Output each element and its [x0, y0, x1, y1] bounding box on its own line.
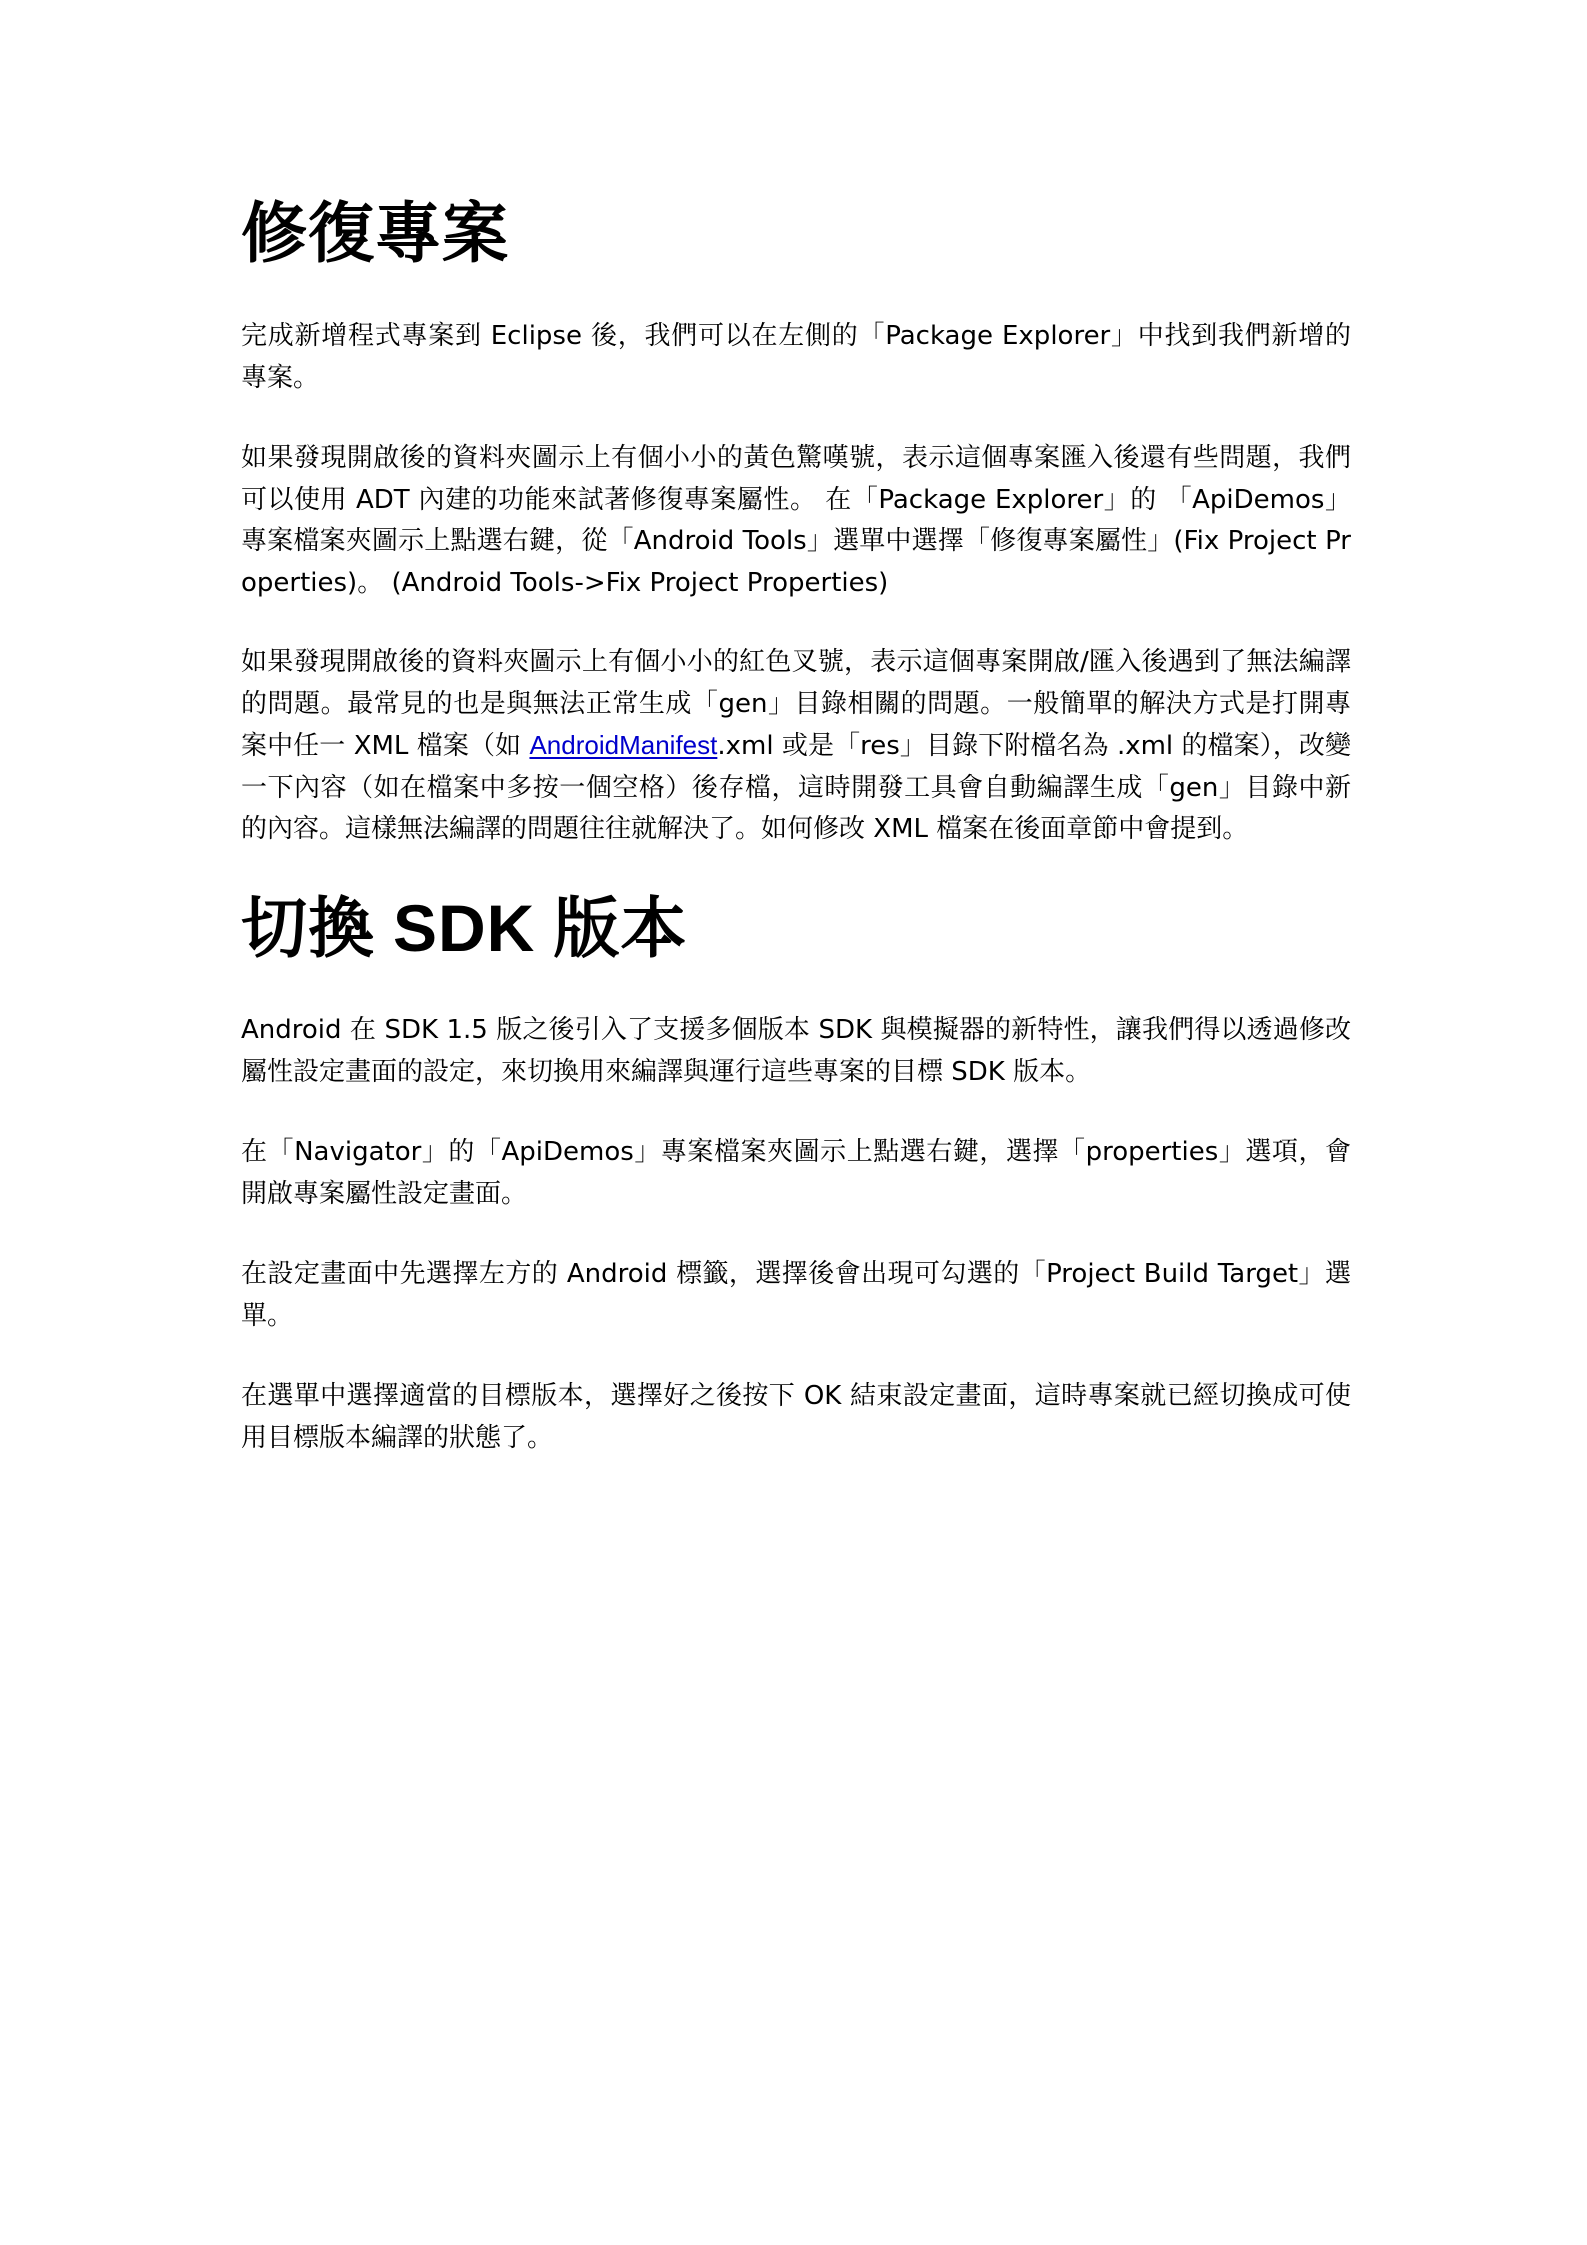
paragraph-intro: 完成新增程式專案到 Eclipse 後，我們可以在左側的「Package Explorer」中找到我們新增的專案。 — [241, 321, 1351, 393]
paragraph-navigator-properties: 在「Navigator」的「ApiDemos」專案檔案夾圖示上點選右鍵，選擇「properties」選項，會開啟專案屬性設定畫面。 — [241, 1137, 1351, 1209]
heading-part-sdk: SDK — [393, 891, 536, 965]
paragraph-select-target: 在選單中選擇適當的目標版本，選擇好之後按下 OK 結束設定畫面，這時專案就已經切換成可使用目標版本編譯的狀態了。 — [241, 1381, 1351, 1453]
paragraph-yellow-warning: 如果發現開啟後的資料夾圖示上有個小小的黃色驚嘆號，表示這個專案匯入後還有些問題，我們可以使用 ADT 內建的功能來試著修復專案屬性。 在「Package Explorer」的 「ApiDemos」 專案檔案夾圖示上點選右鍵，從「Android Tools」選單中選擇「修復專案屬性」(Fix Project Properties)。 (Android Tools->Fix Project Properties) — [241, 443, 1351, 598]
paragraph-red-error-text-before: 如果發現開啟後的資料夾圖示上有個小小的紅色叉號，表示這個專案開啟/匯入後遇到了無法編譯的問題。最常見的也是與無法正常生成「gen」目錄相關的問題。一般簡單的解決方式是打開專案中任一 XML 檔案（如 — [241, 647, 1351, 761]
section-heading-fix-project: 修復專案 — [241, 195, 509, 272]
heading-part-1: 切換 — [241, 890, 375, 967]
heading-part-2: 版本 — [553, 890, 688, 967]
paragraph-red-error — [241, 642, 1351, 851]
paragraph-red-error-text-after: .xml 或是「res」目錄下附檔名為 .xml 的檔案），改變一下內容（如在檔案中多按一個空格）後存檔，這時開發工具會自動編譯生成「gen」目錄中新的內容。這樣無法編譯的問題往往就解決了。如何修改 XML 檔案在後面章節中會提到。 — [241, 731, 1352, 844]
paragraph-sdk-intro: Android 在 SDK 1.5 版之後引入了支援多個版本 SDK 與模擬器的新特性，讓我們得以透過修改屬性設定畫面的設定，來切換用來編譯與運行這些專案的目標 SDK 版本。 — [241, 1015, 1351, 1087]
android-manifest-link[interactable]: AndroidManifest — [529, 730, 718, 760]
paragraph-android-tab: 在設定畫面中先選擇左方的 Android 標籤，選擇後會出現可勾選的「Project Build Target」選單。 — [241, 1259, 1351, 1331]
section-heading-switch-sdk — [241, 888, 687, 969]
